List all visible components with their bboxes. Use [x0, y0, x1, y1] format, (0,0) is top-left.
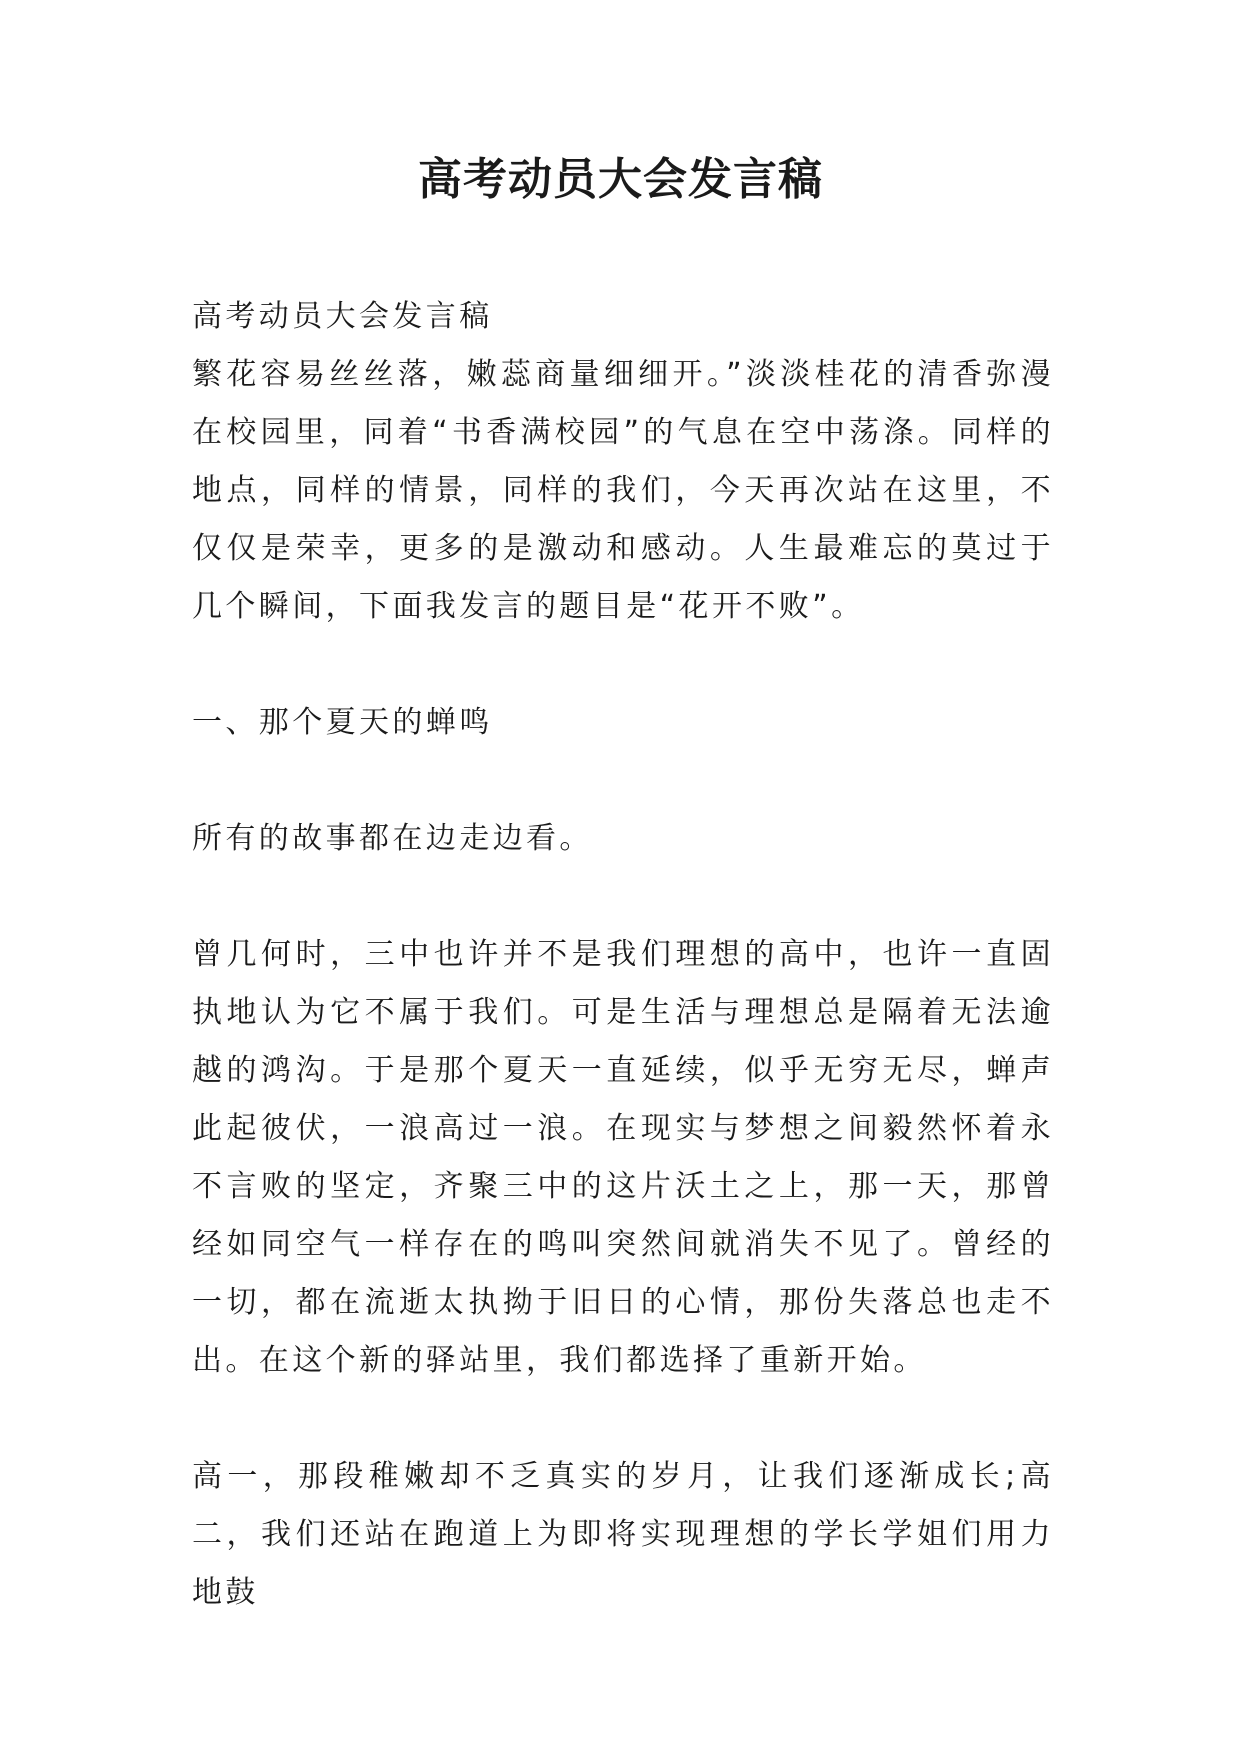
paragraph: 曾几何时，三中也许并不是我们理想的高中，也许一直固执地认为它不属于我们。可是生活与理想总是隔着无法逾越的鸿沟。于是那个夏天一直延续，似乎无穷无尽，蝉声此起彼伏，一浪高过一浪。在现实与梦想之间毅然怀着永不言败的坚定，齐聚三中的这片沃土之上，那一天，那曾经如同空气一样存在的鸣叫突然间就消失不见了。曾经的一切，都在流逝太执拗于旧日的心情，那份失落总也走不出。在这个新的驿站里，我们都选择了重新开始。	[192, 937, 1054, 1378]
paragraph-spacer	[192, 752, 1054, 810]
document-subtitle: 高考动员大会发言稿	[192, 299, 493, 334]
section-heading: 一、那个夏天的蝉鸣	[192, 705, 493, 740]
document-title: 高考动员大会发言稿	[418, 154, 823, 205]
paragraph-intro: 繁花容易丝丝落，嫩蕊商量细细开。”淡淡桂花的清香弥漫在校园里，同着“书香满校园”的气息在空中荡涤。同样的地点，同样的情景，同样的我们，今天再次站在这里，不仅仅是荣幸，更多的是激动和感动。人生最难忘的莫过于几个瞬间，下面我发言的题目是“花开不败”。	[192, 357, 1054, 624]
paragraph-spacer	[192, 868, 1054, 926]
paragraph: 高一，那段稚嫩却不乏真实的岁月，让我们逐渐成长;高二，我们还站在跑道上为即将实现理想的学长学姐们用力地鼓	[192, 1459, 1054, 1610]
document-body	[192, 288, 1054, 1622]
paragraph: 所有的故事都在边走边看。	[192, 821, 593, 856]
paragraph-spacer	[192, 636, 1054, 694]
paragraph-spacer	[192, 1390, 1054, 1448]
